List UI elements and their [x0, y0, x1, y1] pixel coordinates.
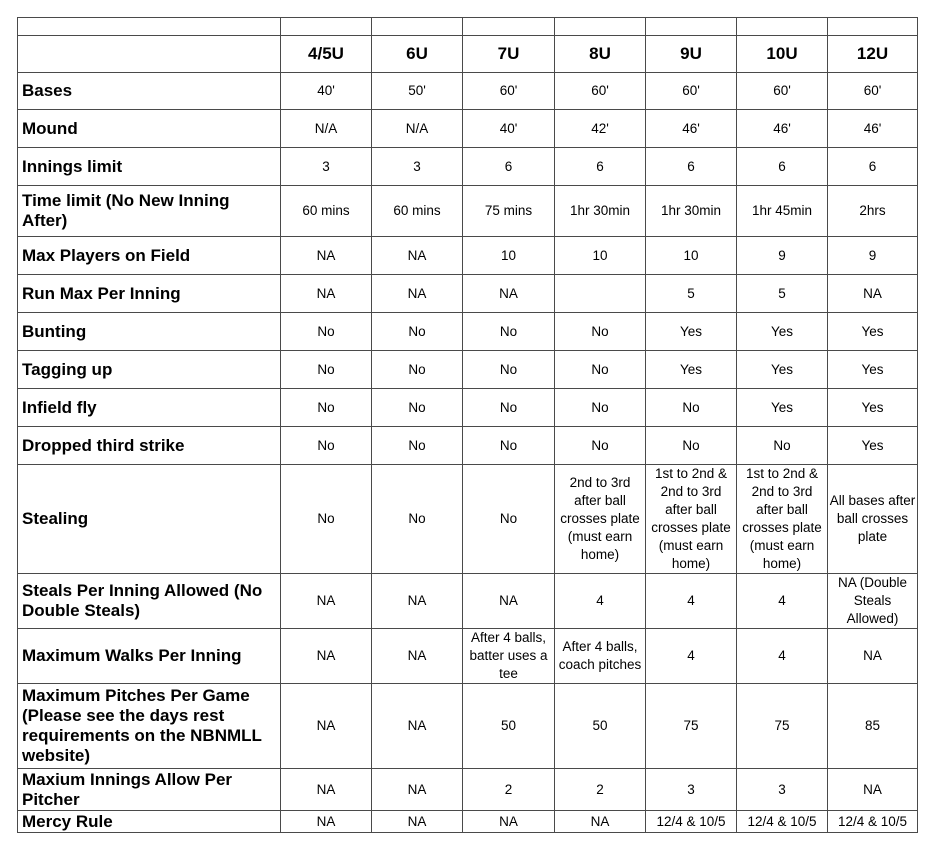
value-cell: No: [555, 351, 646, 389]
value-cell: NA: [281, 629, 372, 684]
value-cell: NA: [828, 275, 918, 313]
value-cell: 9: [737, 237, 828, 275]
value-cell: [555, 275, 646, 313]
value-cell: 4: [737, 574, 828, 629]
value-cell: All bases after ball crosses plate: [828, 465, 918, 574]
value-cell: No: [555, 313, 646, 351]
value-cell: No: [372, 465, 463, 574]
value-cell: Yes: [828, 313, 918, 351]
value-cell: NA: [828, 629, 918, 684]
blank-cell: [828, 18, 918, 36]
value-cell: No: [281, 427, 372, 465]
table-row: [18, 684, 918, 769]
value-cell: NA: [555, 811, 646, 833]
value-cell: NA: [281, 769, 372, 811]
blank-cell: [555, 18, 646, 36]
value-cell: NA: [463, 275, 555, 313]
value-cell: 4: [646, 574, 737, 629]
value-cell: 2hrs: [828, 186, 918, 237]
value-cell: 12/4 & 10/5: [646, 811, 737, 833]
row-label: Max Players on Field: [18, 237, 281, 275]
value-cell: NA: [372, 237, 463, 275]
value-cell: Yes: [737, 389, 828, 427]
row-label: Mound: [18, 110, 281, 148]
value-cell: No: [463, 313, 555, 351]
value-cell: 3: [372, 148, 463, 186]
table-row: [18, 465, 918, 574]
value-cell: N/A: [281, 110, 372, 148]
value-cell: 60': [463, 73, 555, 110]
row-label: Dropped third strike: [18, 427, 281, 465]
value-cell: 40': [463, 110, 555, 148]
value-cell: 2nd to 3rd after ball crosses plate (must earn home): [555, 465, 646, 574]
value-cell: NA: [372, 811, 463, 833]
table-row: [18, 313, 918, 351]
value-cell: 50: [555, 684, 646, 769]
blank-cell: [281, 18, 372, 36]
row-label: Bunting: [18, 313, 281, 351]
value-cell: 9: [828, 237, 918, 275]
blank-cell: [18, 18, 281, 36]
value-cell: NA: [463, 574, 555, 629]
value-cell: NA: [463, 811, 555, 833]
value-cell: 50': [372, 73, 463, 110]
value-cell: 4: [646, 629, 737, 684]
value-cell: No: [281, 465, 372, 574]
row-label: Maximum Walks Per Inning: [18, 629, 281, 684]
value-cell: No: [281, 351, 372, 389]
value-cell: No: [281, 389, 372, 427]
value-cell: 4: [737, 629, 828, 684]
column-header: 7U: [463, 36, 555, 73]
value-cell: No: [281, 313, 372, 351]
value-cell: Yes: [737, 313, 828, 351]
table-row: [18, 769, 918, 811]
row-label: Run Max Per Inning: [18, 275, 281, 313]
value-cell: NA: [281, 574, 372, 629]
table-row: [18, 629, 918, 684]
table-row: [18, 811, 918, 833]
table-row: [18, 186, 918, 237]
value-cell: Yes: [828, 389, 918, 427]
value-cell: No: [646, 427, 737, 465]
value-cell: No: [372, 351, 463, 389]
value-cell: After 4 balls, batter uses a tee: [463, 629, 555, 684]
value-cell: 1hr 45min: [737, 186, 828, 237]
value-cell: No: [555, 389, 646, 427]
value-cell: 42': [555, 110, 646, 148]
row-label: Steals Per Inning Allowed (No Double Steals): [18, 574, 281, 629]
column-header: 9U: [646, 36, 737, 73]
value-cell: No: [646, 389, 737, 427]
row-label: Infield fly: [18, 389, 281, 427]
table-row: [18, 237, 918, 275]
value-cell: 60 mins: [281, 186, 372, 237]
row-label: Stealing: [18, 465, 281, 574]
value-cell: No: [463, 351, 555, 389]
value-cell: 6: [828, 148, 918, 186]
value-cell: Yes: [828, 351, 918, 389]
corner-header-cell: [18, 36, 281, 73]
value-cell: 85: [828, 684, 918, 769]
column-header: 12U: [828, 36, 918, 73]
value-cell: No: [737, 427, 828, 465]
value-cell: No: [463, 389, 555, 427]
value-cell: 10: [555, 237, 646, 275]
value-cell: 2: [555, 769, 646, 811]
value-cell: 60': [555, 73, 646, 110]
value-cell: NA (Double Steals Allowed): [828, 574, 918, 629]
row-label: Maximum Pitches Per Game (Please see the days rest requirements on the NBNMLL website): [18, 684, 281, 769]
column-header: 8U: [555, 36, 646, 73]
value-cell: 2: [463, 769, 555, 811]
value-cell: NA: [281, 275, 372, 313]
value-cell: NA: [281, 684, 372, 769]
value-cell: No: [372, 427, 463, 465]
value-cell: No: [555, 427, 646, 465]
table-row: [18, 148, 918, 186]
value-cell: 46': [828, 110, 918, 148]
value-cell: 3: [737, 769, 828, 811]
value-cell: 46': [737, 110, 828, 148]
value-cell: 10: [463, 237, 555, 275]
table-row: [18, 427, 918, 465]
value-cell: NA: [372, 629, 463, 684]
blank-cell: [463, 18, 555, 36]
column-header: 4/5U: [281, 36, 372, 73]
value-cell: 12/4 & 10/5: [737, 811, 828, 833]
value-cell: NA: [372, 769, 463, 811]
value-cell: NA: [372, 574, 463, 629]
value-cell: 75 mins: [463, 186, 555, 237]
value-cell: 4: [555, 574, 646, 629]
value-cell: 46': [646, 110, 737, 148]
row-label: Innings limit: [18, 148, 281, 186]
value-cell: No: [372, 389, 463, 427]
row-label: Maxium Innings Allow Per Pitcher: [18, 769, 281, 811]
column-header: 6U: [372, 36, 463, 73]
value-cell: NA: [828, 769, 918, 811]
blank-cell: [372, 18, 463, 36]
value-cell: 1hr 30min: [646, 186, 737, 237]
value-cell: After 4 balls, coach pitches: [555, 629, 646, 684]
value-cell: 6: [463, 148, 555, 186]
row-label: Mercy Rule: [18, 811, 281, 833]
value-cell: NA: [372, 275, 463, 313]
table-row: [18, 110, 918, 148]
row-label: Tagging up: [18, 351, 281, 389]
table-row: [18, 574, 918, 629]
value-cell: Yes: [646, 313, 737, 351]
blank-cell: [646, 18, 737, 36]
value-cell: No: [372, 313, 463, 351]
value-cell: 60': [828, 73, 918, 110]
value-cell: 5: [646, 275, 737, 313]
column-header: 10U: [737, 36, 828, 73]
value-cell: NA: [372, 684, 463, 769]
table-row: [18, 73, 918, 110]
value-cell: NA: [281, 811, 372, 833]
table-row: [18, 275, 918, 313]
value-cell: 60': [646, 73, 737, 110]
value-cell: 50: [463, 684, 555, 769]
value-cell: 10: [646, 237, 737, 275]
value-cell: N/A: [372, 110, 463, 148]
value-cell: Yes: [737, 351, 828, 389]
row-label: Bases: [18, 73, 281, 110]
blank-row: [18, 18, 918, 36]
header-row: [18, 36, 918, 73]
value-cell: 1st to 2nd & 2nd to 3rd after ball crosses plate (must earn home): [737, 465, 828, 574]
table-row: [18, 389, 918, 427]
value-cell: 75: [646, 684, 737, 769]
value-cell: No: [463, 465, 555, 574]
value-cell: 1st to 2nd & 2nd to 3rd after ball crosses plate (must earn home): [646, 465, 737, 574]
value-cell: 5: [737, 275, 828, 313]
value-cell: 3: [646, 769, 737, 811]
value-cell: 1hr 30min: [555, 186, 646, 237]
value-cell: 6: [737, 148, 828, 186]
value-cell: 60 mins: [372, 186, 463, 237]
value-cell: NA: [281, 237, 372, 275]
value-cell: 60': [737, 73, 828, 110]
blank-cell: [737, 18, 828, 36]
value-cell: No: [463, 427, 555, 465]
table-row: [18, 351, 918, 389]
value-cell: 75: [737, 684, 828, 769]
value-cell: 6: [646, 148, 737, 186]
row-label: Time limit (No New Inning After): [18, 186, 281, 237]
value-cell: Yes: [646, 351, 737, 389]
league-rules-table: [17, 17, 918, 833]
value-cell: Yes: [828, 427, 918, 465]
value-cell: 40': [281, 73, 372, 110]
value-cell: 3: [281, 148, 372, 186]
value-cell: 12/4 & 10/5: [828, 811, 918, 833]
value-cell: 6: [555, 148, 646, 186]
